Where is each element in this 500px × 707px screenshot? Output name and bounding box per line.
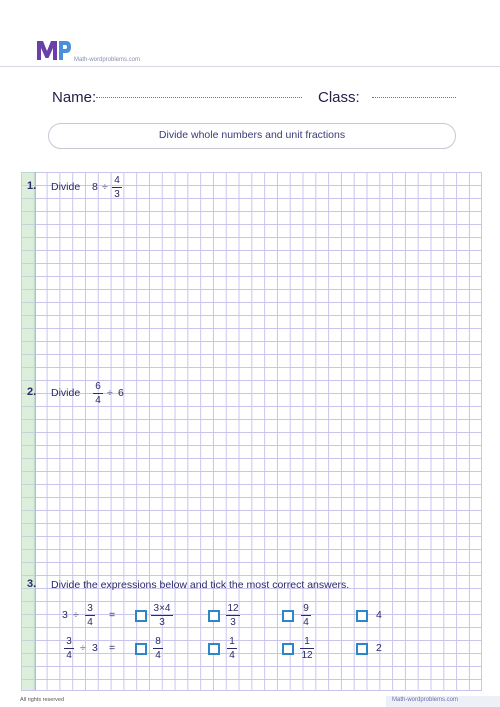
r1-opt2-bar [226, 615, 240, 616]
q2-frac-denominator: 4 [95, 395, 101, 406]
r1-opt1 [151, 603, 173, 628]
q1-whole: 8 [92, 181, 98, 193]
r2-frac-denominator: 4 [66, 650, 72, 661]
q2-fraction [93, 381, 103, 406]
r1-opt2-checkbox[interactable] [208, 610, 220, 622]
r1-opt1-denominator: 3 [159, 617, 165, 628]
r2-frac-bar [64, 648, 74, 649]
r2-whole: 3 [92, 642, 98, 654]
q1-fraction [112, 175, 122, 200]
r2-opt3 [300, 636, 314, 661]
grid-margin-strip [21, 172, 36, 690]
r2-opt3-checkbox[interactable] [282, 643, 294, 655]
r2-opt1-checkbox[interactable] [135, 643, 147, 655]
r2-fraction [64, 636, 74, 661]
r2-opt3-bar [300, 648, 314, 649]
r2-opt2 [227, 636, 237, 661]
q3-instructions: Divide the expressions below and tick the most correct answers. [51, 579, 350, 591]
r1-opt2 [226, 603, 240, 628]
r2-opt2-denominator: 4 [229, 650, 235, 661]
class-field[interactable] [372, 97, 456, 98]
r1-opt1-checkbox[interactable] [135, 610, 147, 622]
r1-opt2-numerator: 12 [227, 603, 239, 614]
footer-site: Math-wordproblems.com [392, 697, 459, 703]
r2-opt2-numerator: 1 [229, 636, 235, 647]
r1-fraction [85, 603, 95, 628]
r1-equals: = [109, 609, 116, 621]
r1-frac-bar [85, 615, 95, 616]
q3-number: 3. [27, 578, 37, 590]
r1-frac-denominator: 4 [87, 617, 93, 628]
r2-opt2-checkbox[interactable] [208, 643, 220, 655]
math-wordproblems-logo [36, 38, 72, 62]
r2-equals: = [109, 642, 116, 654]
q1-operator: ÷ [102, 181, 108, 193]
r2-opt4: 2 [376, 642, 382, 654]
class-label: Class: [318, 89, 360, 106]
q2-whole: 6 [118, 387, 124, 399]
q1-frac-numerator: 4 [114, 175, 120, 186]
q2-number: 2. [27, 386, 37, 398]
r2-opt1-denominator: 4 [155, 650, 161, 661]
r1-opt1-numerator: 3×4 [153, 603, 171, 614]
r1-opt3-bar [301, 615, 311, 616]
r1-opt3-numerator: 9 [303, 603, 309, 614]
header-divider [0, 66, 500, 67]
q1-number: 1. [27, 180, 37, 192]
r1-opt4: 4 [376, 609, 382, 621]
logo-text: Math-wordproblems.com [74, 57, 141, 63]
r1-opt2-denominator: 3 [230, 617, 236, 628]
r2-opt1 [153, 636, 163, 661]
q1-frac-bar [112, 187, 122, 188]
r1-opt1-bar [151, 615, 173, 616]
r2-opt4-checkbox[interactable] [356, 643, 368, 655]
q2-operator: ÷ [107, 387, 113, 399]
footer-rights: All rights reserved [20, 697, 65, 703]
r2-opt3-numerator: 1 [304, 636, 310, 647]
r2-opt2-bar [227, 648, 237, 649]
r2-opt1-numerator: 8 [155, 636, 161, 647]
r1-opt3-denominator: 4 [303, 617, 309, 628]
r2-operator: ÷ [80, 642, 86, 654]
q2-text: Divide [51, 387, 81, 399]
r2-opt3-denominator: 12 [301, 650, 313, 661]
q2-frac-bar [93, 393, 103, 394]
r1-opt3-checkbox[interactable] [282, 610, 294, 622]
name-field[interactable] [96, 97, 302, 98]
q1-frac-denominator: 3 [114, 189, 120, 200]
worksheet-title: Divide whole numbers and unit fractions [158, 129, 346, 141]
r1-whole: 3 [62, 609, 68, 621]
r2-frac-numerator: 3 [66, 636, 72, 647]
r1-opt3 [301, 603, 311, 628]
r1-opt4-checkbox[interactable] [356, 610, 368, 622]
name-label: Name: [52, 89, 97, 106]
q2-frac-numerator: 6 [95, 381, 101, 392]
r2-opt1-bar [153, 648, 163, 649]
r1-frac-numerator: 3 [87, 603, 93, 614]
r1-operator: ÷ [73, 609, 79, 621]
q1-text: Divide [51, 181, 81, 193]
